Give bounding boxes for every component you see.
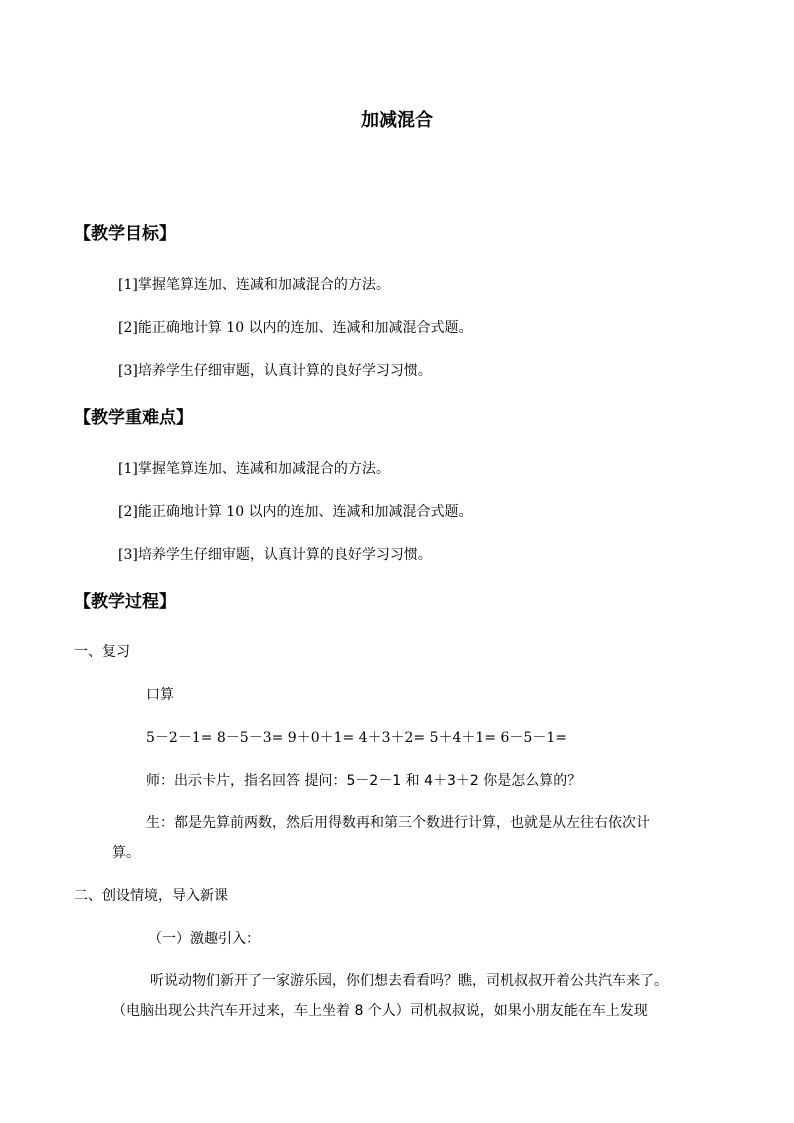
key-points-heading: 【教学重难点】	[74, 408, 193, 428]
goals-heading: 【教学目标】	[74, 224, 176, 244]
oral-calc-label: 口算	[146, 687, 174, 703]
teacher-line: 师：出示卡片，指名回答 提问：5－2－1 和 4＋3＋2 你是怎么算的？	[146, 773, 582, 789]
goal-item-1: [1]掌握笔算连加、连减和加减混合的方法。	[118, 277, 390, 293]
goal-item-2: [2]能正确地计算 10 以内的连加、连减和加减混合式题。	[118, 320, 473, 336]
intro-sub-heading: （一）激趣引入：	[148, 931, 260, 947]
document-title: 加减混合	[361, 110, 433, 131]
key-point-item-1: [1]掌握笔算连加、连减和加减混合的方法。	[118, 461, 390, 477]
intro-paragraph-line-1: 听说动物们新开了一家游乐园，你们想去看看吗？瞧，司机叔叔开着公共汽车来了。	[150, 973, 668, 989]
calc-expressions: 5－2－1= 8－5－3= 9＋0＋1= 4＋3＋2= 5＋4＋1= 6－5－1=	[146, 730, 567, 746]
key-point-item-2: [2]能正确地计算 10 以内的连加、连减和加减混合式题。	[118, 504, 473, 520]
process-heading: 【教学过程】	[74, 592, 176, 612]
student-line-2: 算。	[112, 845, 140, 861]
section-review-label: 一、复习	[74, 644, 130, 660]
goal-item-3: [3]培养学生仔细审题，认真计算的良好学习习惯。	[118, 363, 432, 379]
key-point-item-3: [3]培养学生仔细审题，认真计算的良好学习习惯。	[118, 547, 432, 563]
intro-paragraph-line-2: （电脑出现公共汽车开过来，车上坐着 8 个人）司机叔叔说，如果小朋友能在车上发现	[112, 1003, 648, 1019]
section-intro-label: 二、创设情境，导入新课	[74, 888, 228, 904]
student-line-1: 生：都是先算前两数，然后用得数再和第三个数进行计算，也就是从左往右依次计	[146, 815, 650, 831]
